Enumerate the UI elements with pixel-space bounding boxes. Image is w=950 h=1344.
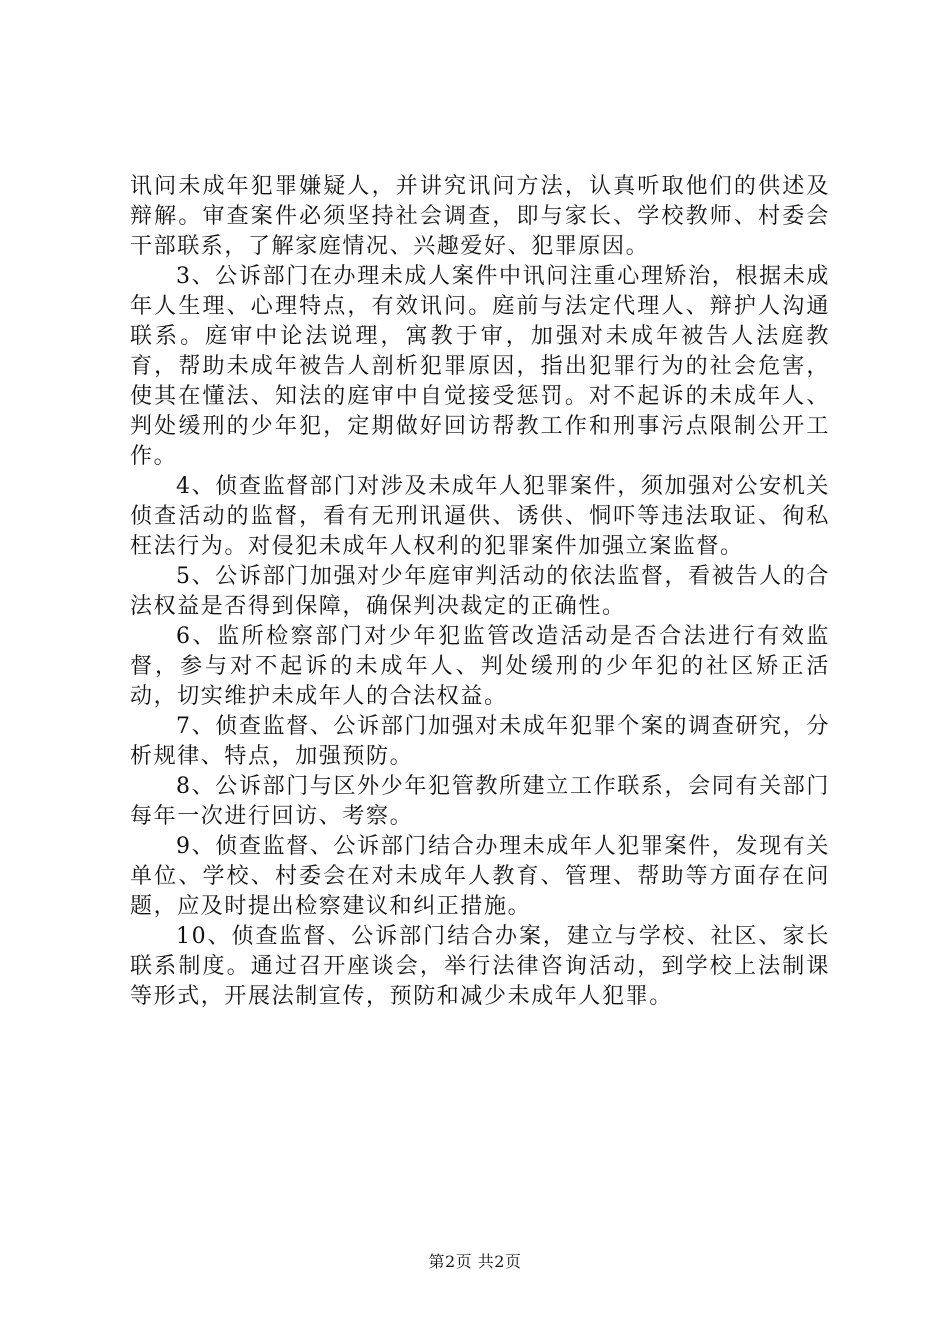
paragraph-7: 8、公诉部门与区外少年犯管教所建立工作联系，会同有关部门每年一次进行回访、考察。 <box>130 774 830 829</box>
paragraph-5: 6、监所检察部门对少年犯监管改造活动是否合法进行有效监督，参与对不起诉的未成年人、判处缓刑的少年犯的社区矫正活动，切实维护未成年人的合法权益。 <box>130 624 830 709</box>
page-number-footer: 第2页 共2页 <box>428 1252 522 1271</box>
paragraph-1: 讯问未成年犯罪嫌疑人，并讲究讯问方法，认真听取他们的供述及辩解。审查案件必须坚持社会调查，即与家长、学校教师、村委会干部联系，了解家庭情况、兴趣爱好、犯罪原因。 <box>130 174 830 259</box>
paragraph-4: 5、公诉部门加强对少年庭审判活动的依法监督，看被告人的合法权益是否得到保障，确保判决裁定的正确性。 <box>130 564 830 619</box>
paragraph-2: 3、公诉部门在办理未成人案件中讯问注重心理矫治，根据未成年人生理、心理特点，有效讯问。庭前与法定代理人、辩护人沟通联系。庭审中论法说理，寓教于审，加强对未成年被告人法庭教育，帮助未成年被告人剖析犯罪原因，指出犯罪行为的社会危害，使其在懂法、知法的庭审中自觉接受惩罚。对不起诉的未成年人、判处缓刑的少年犯，定期做好回访帮教工作和刑事污点限制公开工作。 <box>130 264 830 469</box>
paragraph-9: 10、侦查监督、公诉部门结合办案，建立与学校、社区、家长联系制度。通过召开座谈会，举行法律咨询活动，到学校上法制课等形式，开展法制宣传，预防和减少未成年人犯罪。 <box>130 924 830 1009</box>
paragraph-8: 9、侦查监督、公诉部门结合办理未成年人犯罪案件，发现有关单位、学校、村委会在对未成年人教育、管理、帮助等方面存在问题，应及时提出检察建议和纠正措施。 <box>130 834 830 919</box>
paragraph-3: 4、侦查监督部门对涉及未成年人犯罪案件，须加强对公安机关侦查活动的监督，看有无刑讯逼供、诱供、恫吓等违法取证、徇私枉法行为。对侵犯未成年人权利的犯罪案件加强立案监督。 <box>130 474 830 559</box>
document-body <box>130 172 830 1012</box>
paragraph-6: 7、侦查监督、公诉部门加强对未成年犯罪个案的调查研究，分析规律、特点，加强预防。 <box>130 714 830 769</box>
